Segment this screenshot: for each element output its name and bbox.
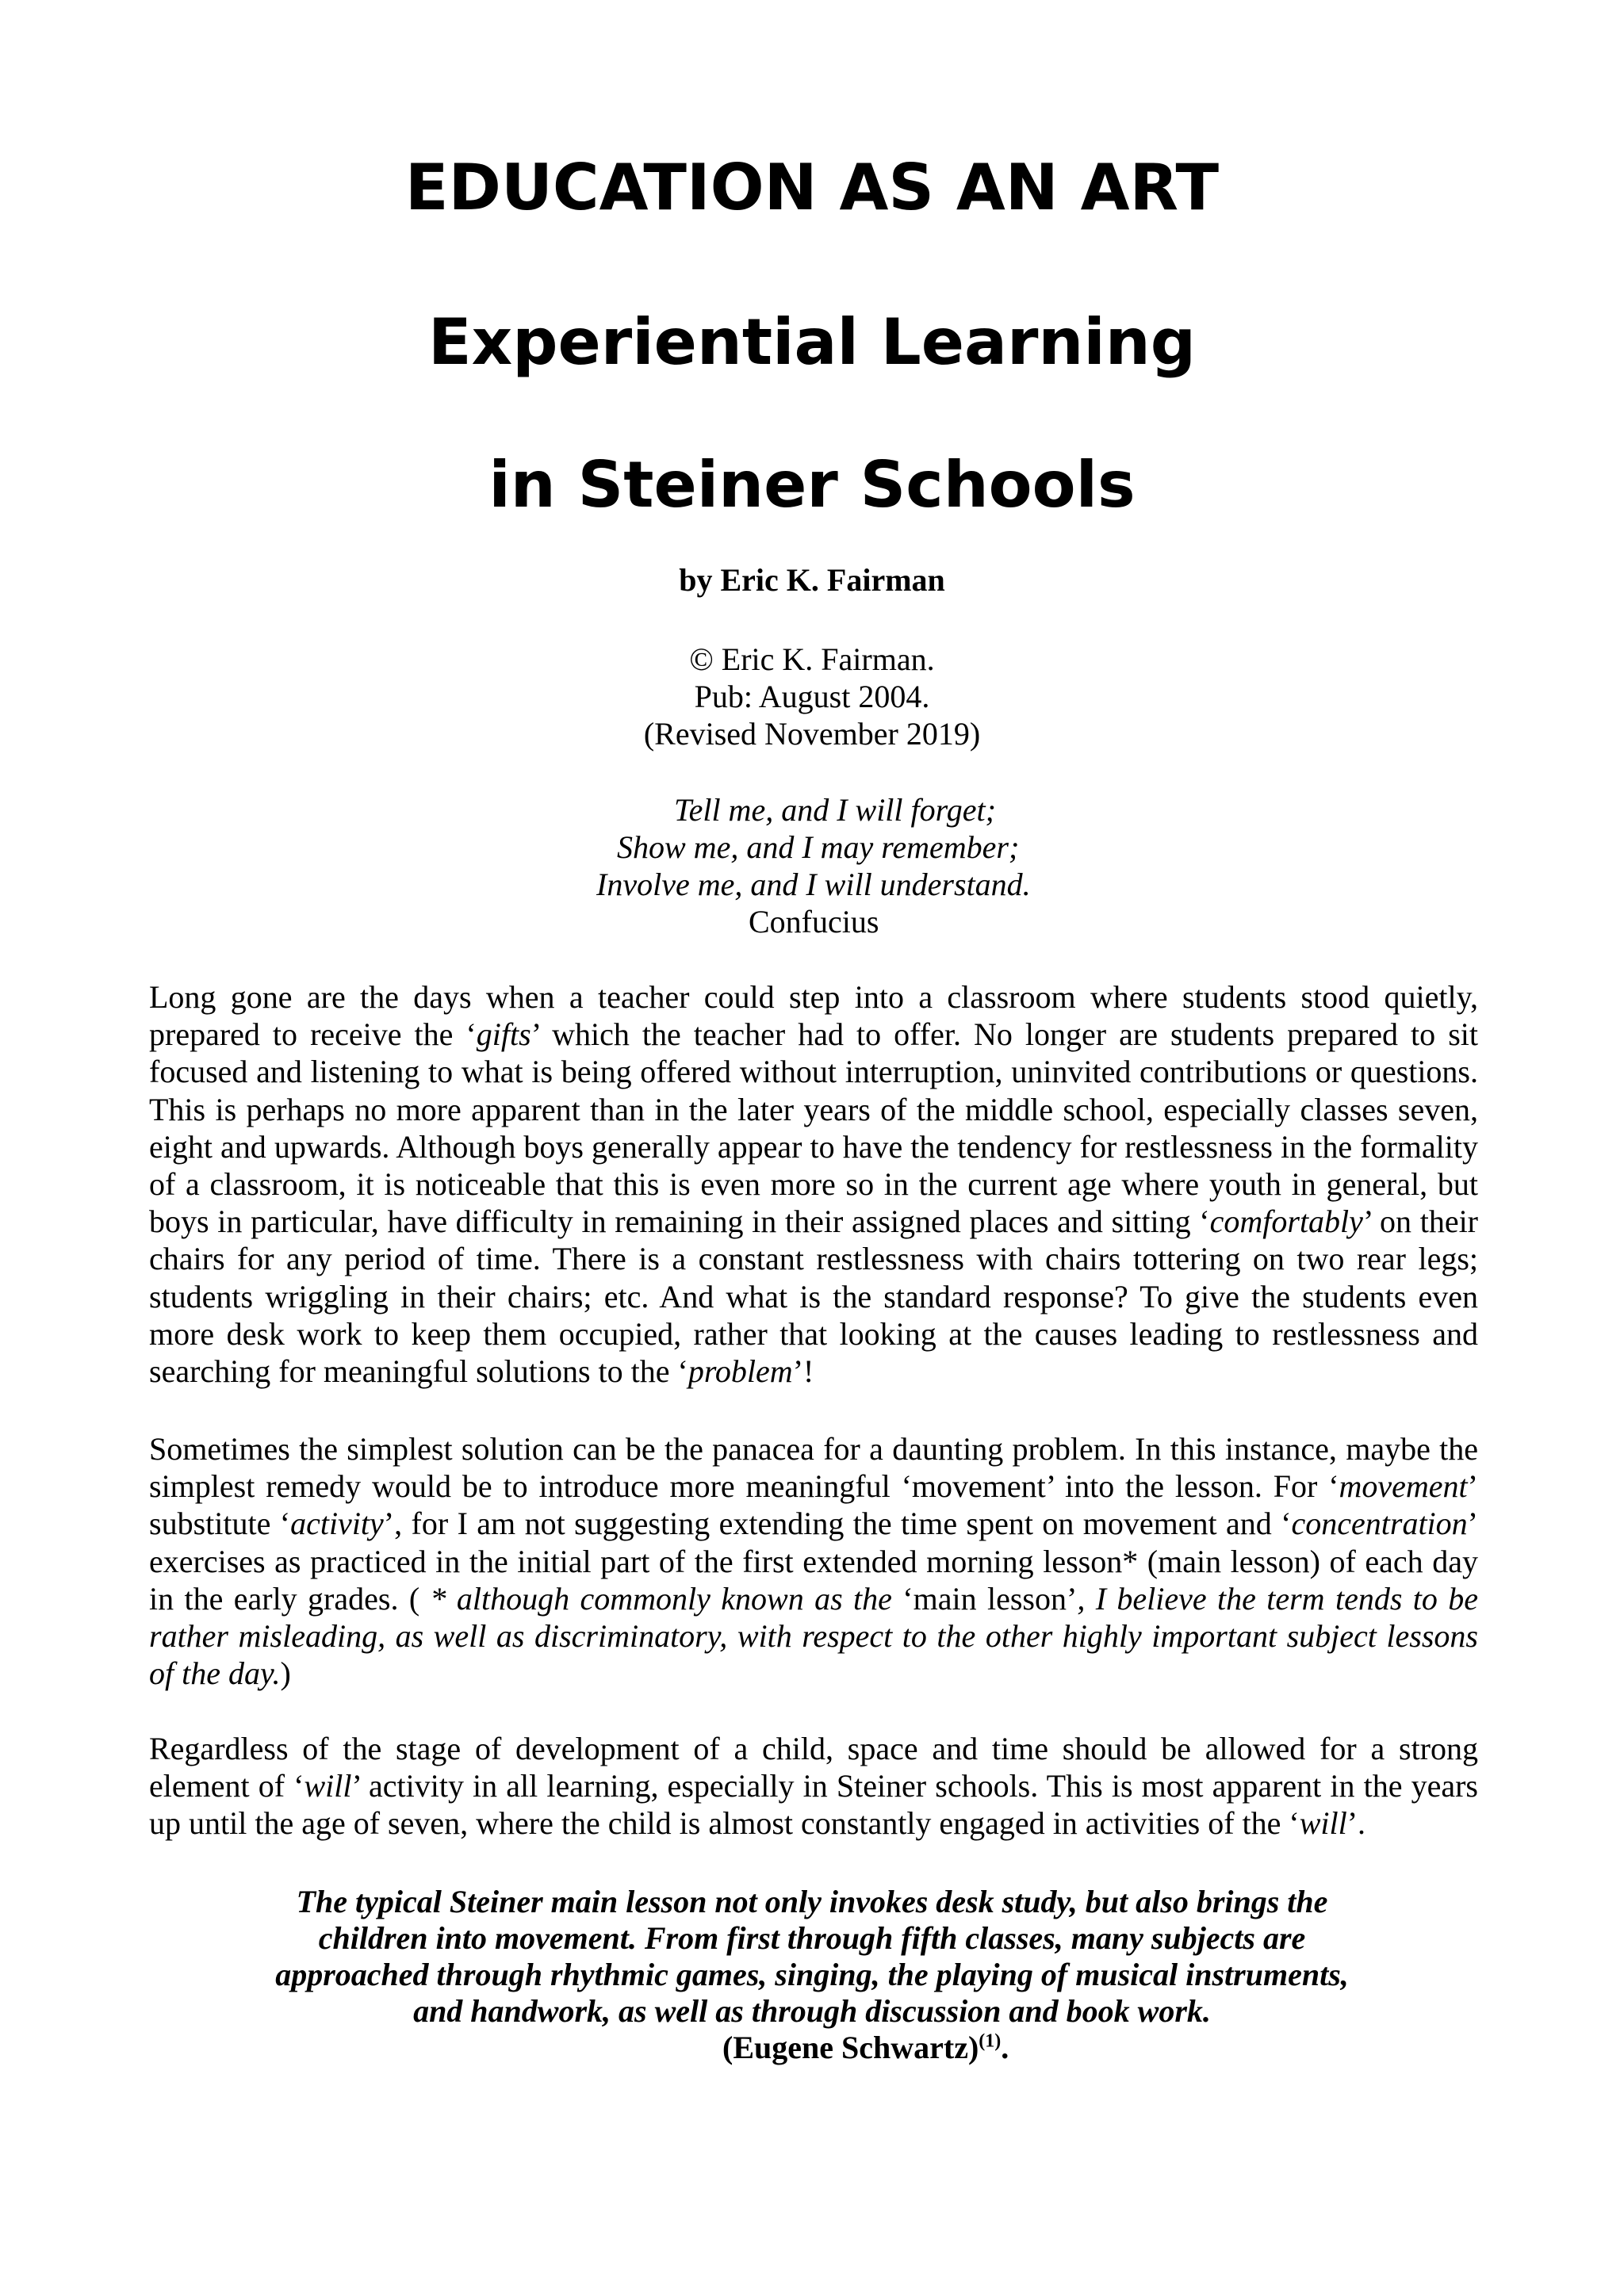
paragraph-2-emphasis: , I believe the term tends to be rather misleading, as well as discriminatory, with respect to the other highly important subject lessons of the day. [149, 1580, 1479, 1692]
paragraph-3-text: ’ activity in all learning, especially in Steiner schools. This is most apparent in the years up until the age of seven, where the child is almost constantly engaged in activities of the ‘ [149, 1768, 1478, 1842]
paragraph-2-emphasis: * although commonly known as the [430, 1580, 892, 1617]
epigraph-attribution: Confucius [749, 904, 879, 939]
paragraph-2-text: ) [280, 1655, 291, 1692]
paragraph-1-text: ’ on their chairs for any period of time. There is a constant restlessness with chairs tottering on two rear legs; students wriggling in their chairs; etc. And what is the standard response? To give the students even more desk work to keep them occupied, rather that looking at the causes leading to restlessness and searching for meaningful solutions to the ‘ [149, 1203, 1479, 1390]
paragraph-3-emphasis: will [304, 1768, 352, 1804]
block-quote-line-1: The typical Steiner main lesson not only invokes desk study, but also brings the [296, 1884, 1328, 1919]
epigraph-line-1: Tell me, and I will forget; [674, 792, 996, 828]
block-quote-attribution [722, 2030, 1624, 2066]
paragraph-1-emphasis: gifts [476, 1016, 531, 1053]
paragraph-3-emphasis: will [1299, 1805, 1347, 1842]
block-quote-line-2: children into movement. From first through fifth classes, many subjects are [318, 1920, 1306, 1956]
footnote-reference: (1) [979, 2030, 1002, 2052]
attribution-name: (Eugene Schwartz) [722, 2030, 979, 2065]
paragraph-2-emphasis: concentration [1291, 1506, 1468, 1542]
title-line-3: in Steiner Schools [488, 448, 1136, 522]
block-quote [0, 1884, 1624, 2066]
title-line-1: EDUCATION AS AN ART [404, 151, 1220, 224]
paragraph-2-text: ’ exercises as practiced in the initial part of the first extended morning lesson* (main lesson) of each day in the early grades. ( [149, 1506, 1478, 1617]
paragraph-2-text: ’ substitute ‘ [149, 1468, 1478, 1542]
block-quote-line-3: approached through rhythmic games, singing, the playing of musical instruments, [275, 1957, 1349, 1992]
revision-date: (Revised November 2019) [643, 716, 981, 752]
epigraph-line-3: Involve me, and I will understand. [596, 867, 1031, 902]
attribution-punctuation: . [1001, 2030, 1009, 2065]
paragraph-2-text: ‘main lesson’ [891, 1580, 1078, 1617]
paragraph-1-text: ’ which the teacher had to offer. No longer are students prepared to sit focused and listening to what is being offered without interruption, uninvited contributions or questions. This is perhaps no more apparent than in the later years of the middle school, especially classes seven, eight and upwards. Although boys generally appear to have the tendency for restlessness in the formality of a classroom, it is noticeable that this is even more so in the current age where youth in general, but boys in particular, have difficulty in remaining in their assigned places and sitting ‘ [149, 1016, 1478, 1240]
title-line-2: Experiential Learning [427, 305, 1197, 379]
publication-info [0, 641, 1624, 752]
author-byline: by Eric K. Fairman [679, 562, 945, 598]
paragraph-1-emphasis: comfortably [1209, 1203, 1363, 1240]
paragraph-2 [149, 1430, 1478, 1692]
paragraph-2-text: ’, for I am not suggesting extending the time spent on movement and ‘ [383, 1506, 1292, 1542]
paragraph-2-emphasis: movement [1339, 1468, 1468, 1505]
paragraph-1-text: ’! [792, 1353, 814, 1390]
block-quote-line-4: and handwork, as well as through discussion and book work. [413, 1993, 1211, 2029]
paragraph-3 [149, 1730, 1478, 1843]
paragraph-3-text: Regardless of the stage of development of a child, space and time should be allowed for a strong element of ‘ [149, 1731, 1478, 1804]
paragraph-1 [149, 978, 1478, 1390]
epigraph [0, 791, 1624, 940]
paragraph-1-emphasis: problem [688, 1353, 793, 1390]
epigraph-line-2: Show me, and I may remember; [617, 829, 1020, 865]
copyright-notice: © Eric K. Fairman. [689, 641, 935, 677]
paragraph-2-emphasis: activity [290, 1506, 384, 1542]
paragraph-1-text: Long gone are the days when a teacher could step into a classroom where students stood quietly, prepared to receive the ‘ [149, 979, 1478, 1053]
publication-date: Pub: August 2004. [694, 679, 930, 714]
paragraph-3-text: ’. [1346, 1805, 1366, 1842]
paragraph-2-text: Sometimes the simplest solution can be the panacea for a daunting problem. In this instance, maybe the simplest remedy would be to introduce more meaningful ‘movement’ into the lesson. For ‘ [149, 1431, 1478, 1505]
